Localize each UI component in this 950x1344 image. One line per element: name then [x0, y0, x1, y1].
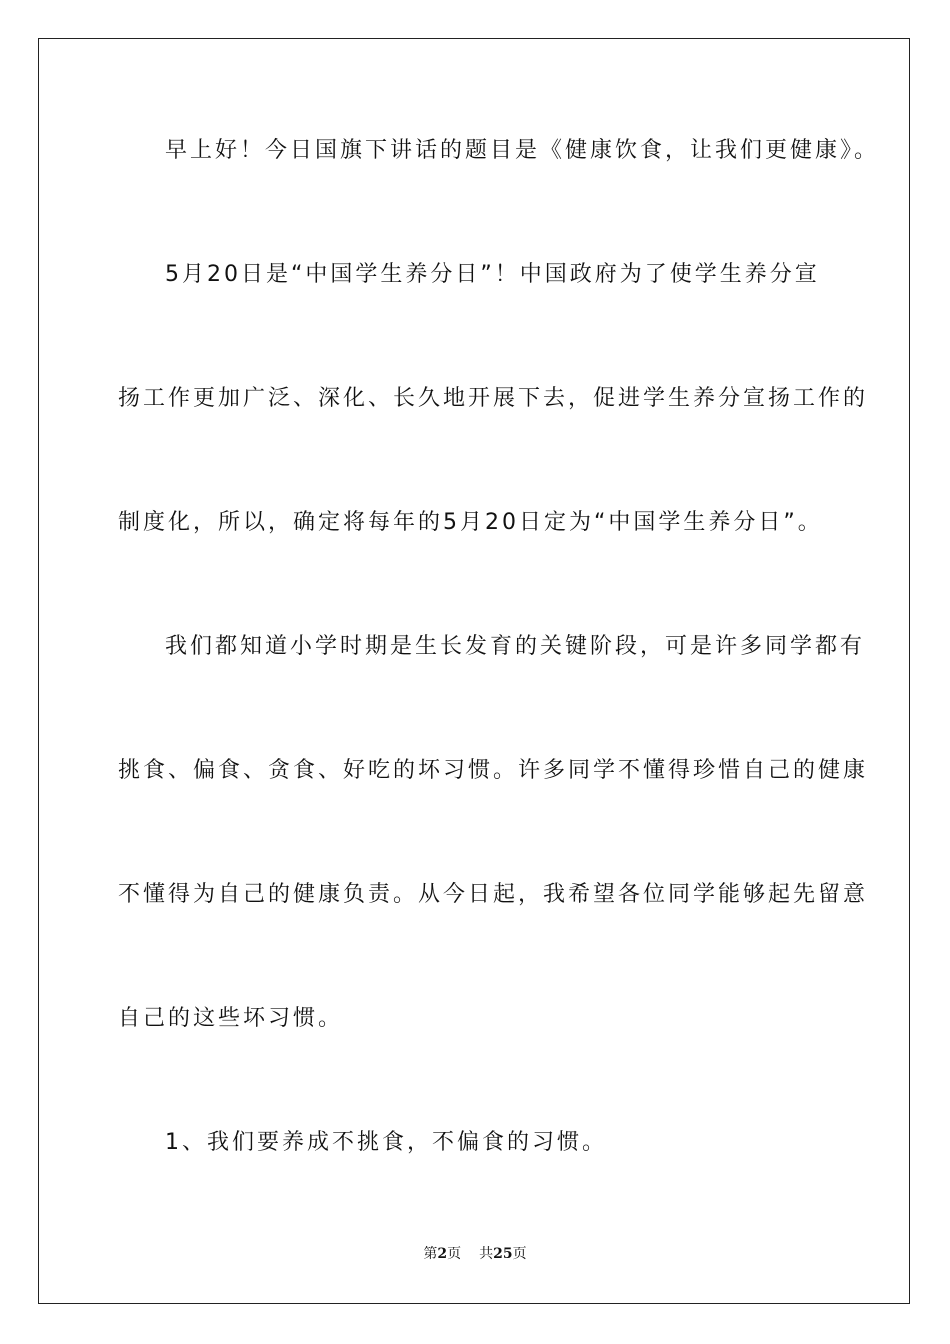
total-prefix: 共: [479, 1246, 494, 1262]
paragraph-line: 制度化，所以，确定将每年的5月20日定为“中国学生养分日”。: [118, 510, 823, 535]
total-pages: 25: [493, 1246, 513, 1262]
page-number: 2: [437, 1246, 448, 1262]
paragraph-line: 早上好！今日国旗下讲话的题目是《健康饮食，让我们更健康》。: [165, 138, 880, 163]
paragraph-line: 挑食、偏食、贪食、好吃的坏习惯。许多同学不懂得珍惜自己的健康: [118, 758, 869, 783]
page-suffix: 页: [447, 1246, 462, 1262]
paragraph-line: 自己的这些坏习惯。: [118, 1006, 344, 1031]
page-footer: [0, 1244, 950, 1264]
paragraph-line: 5月20日是“中国学生养分日”！中国政府为了使学生养分宣: [165, 262, 820, 287]
page-prefix: 第: [423, 1246, 438, 1262]
paragraph-line: 我们都知道小学时期是生长发育的关键阶段，可是许多同学都有: [165, 634, 866, 659]
paragraph-line: 不懂得为自己的健康负责。从今日起，我希望各位同学能够起先留意: [118, 882, 869, 907]
paragraph-line: 1、我们要养成不挑食，不偏食的习惯。: [165, 1130, 607, 1155]
total-suffix: 页: [512, 1246, 527, 1262]
paragraph-line: 扬工作更加广泛、深化、长久地开展下去，促进学生养分宣扬工作的: [118, 386, 869, 411]
page-border: [38, 38, 910, 1304]
